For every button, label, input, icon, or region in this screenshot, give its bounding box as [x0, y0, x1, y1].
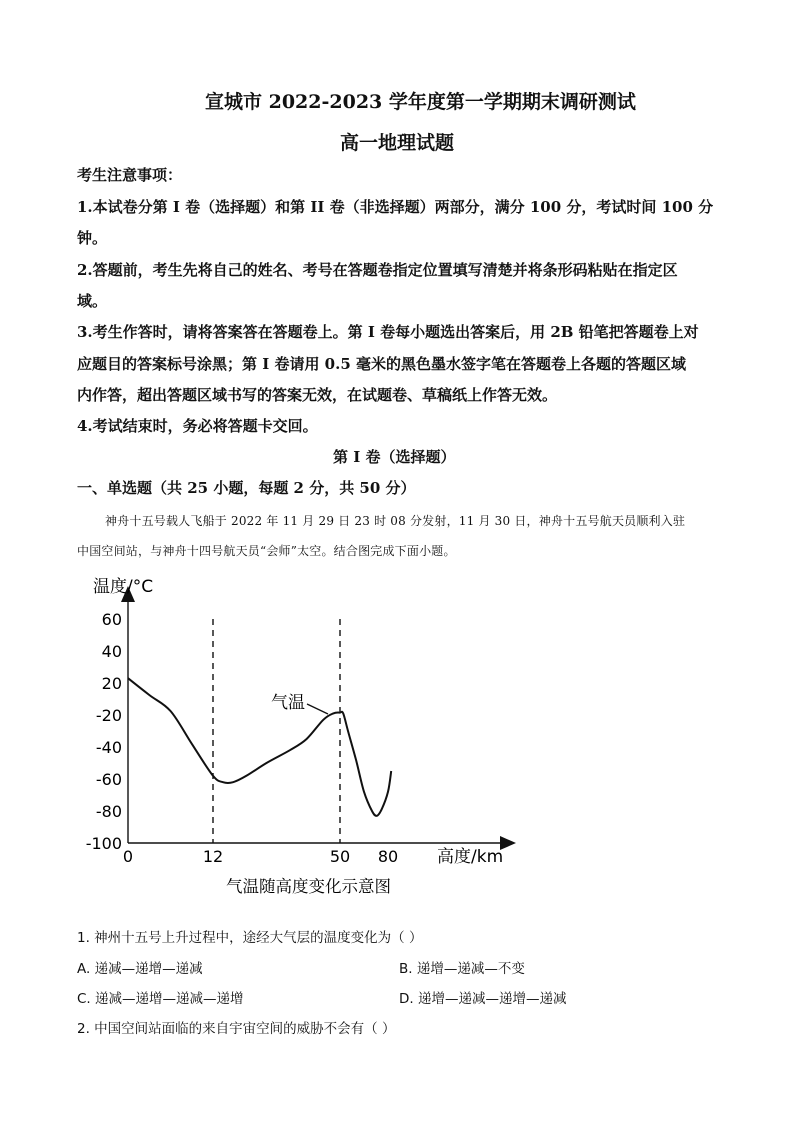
chart-axes: [121, 586, 516, 850]
x-axis-label: 高度/km: [437, 847, 504, 867]
chart-series: [128, 678, 391, 816]
notice-line: 钟。: [77, 229, 108, 247]
notice-line: 2.答题前，考生先将自己的姓名、考号在答题卷指定位置填写清楚并将条形码粘贴在指定区: [77, 261, 678, 279]
question-1-option-d[interactable]: D. 递增—递减—递增—递减: [399, 991, 567, 1007]
series-annotation: 气温: [271, 693, 305, 713]
question-2-stem: 2. 中国空间站面临的来自宇宙空间的威胁不会有（ ）: [77, 1021, 396, 1037]
y-tick-label: -60: [95, 770, 122, 789]
question-1-option-a[interactable]: A. 递减—递增—递减: [77, 961, 203, 977]
y-tick-label: 20: [101, 674, 122, 693]
x-tick-label: 80: [377, 847, 399, 866]
notice-line: 域。: [77, 292, 108, 310]
intro-line: 中国空间站，与神舟十四号航天员“会师”太空。结合图完成下面小题。: [77, 544, 456, 558]
temperature-curve: [128, 678, 391, 816]
x-tick-label: 50: [329, 847, 351, 866]
chart-tick-labels: [86, 610, 398, 866]
notice-line: 4.考试结束时，务必将答题卡交回。: [77, 417, 318, 435]
y-tick-label: -20: [95, 706, 122, 725]
temperature-chart: [0, 570, 794, 900]
question-1-option-b[interactable]: B. 递增—递减—不变: [399, 961, 525, 977]
annotation-leader: [307, 704, 328, 714]
x-tick-label: 12: [202, 847, 224, 866]
intro-line: 神舟十五号载人飞船于 2022 年 11 月 29 日 23 时 08 分发射，11 月 30 日，神舟十五号航天员顺利入驻: [105, 514, 686, 528]
section-title: 第 I 卷（选择题）: [333, 448, 456, 466]
chart-dashed-lines: [213, 619, 340, 843]
x-tick-label: 0: [122, 847, 134, 866]
y-tick-label: -100: [85, 834, 122, 853]
question-1-stem: 1. 神州十五号上升过程中，途经大气层的温度变化为（ ）: [77, 930, 423, 946]
chart-title: 气温随高度变化示意图: [226, 877, 391, 896]
section-part: 一、单选题（共 25 小题，每题 2 分，共 50 分）: [77, 479, 416, 497]
notice-line: 1.本试卷分第 I 卷（选择题）和第 II 卷（非选择题）两部分，满分 100 分，考试时间 100 分: [77, 198, 714, 216]
y-tick-label: -80: [95, 802, 122, 821]
notice-line: 内作答，超出答题区域书写的答案无效，在试题卷、草稿纸上作答无效。: [77, 386, 558, 404]
exam-title: 宣城市 2022-2023 学年度第一学期期末调研测试: [205, 91, 636, 113]
notice-line: 应题目的答案标号涂黑；第 I 卷请用 0.5 毫米的黑色墨水签字笔在答题卷上各题的答题区域: [77, 355, 687, 373]
y-tick-label: -40: [95, 738, 122, 757]
notice-heading: 考生注意事项：: [77, 166, 183, 184]
exam-subtitle: 高一地理试题: [340, 132, 455, 154]
question-1-option-c[interactable]: C. 递减—递增—递减—递增: [77, 991, 244, 1007]
y-tick-label: 60: [101, 610, 122, 629]
y-axis-label: 温度/°C: [93, 577, 154, 597]
y-tick-label: 40: [101, 642, 122, 661]
notice-line: 3.考生作答时，请将答案答在答题卷上。第 I 卷每小题选出答案后，用 2B 铅笔把答题卷上对: [77, 323, 699, 341]
